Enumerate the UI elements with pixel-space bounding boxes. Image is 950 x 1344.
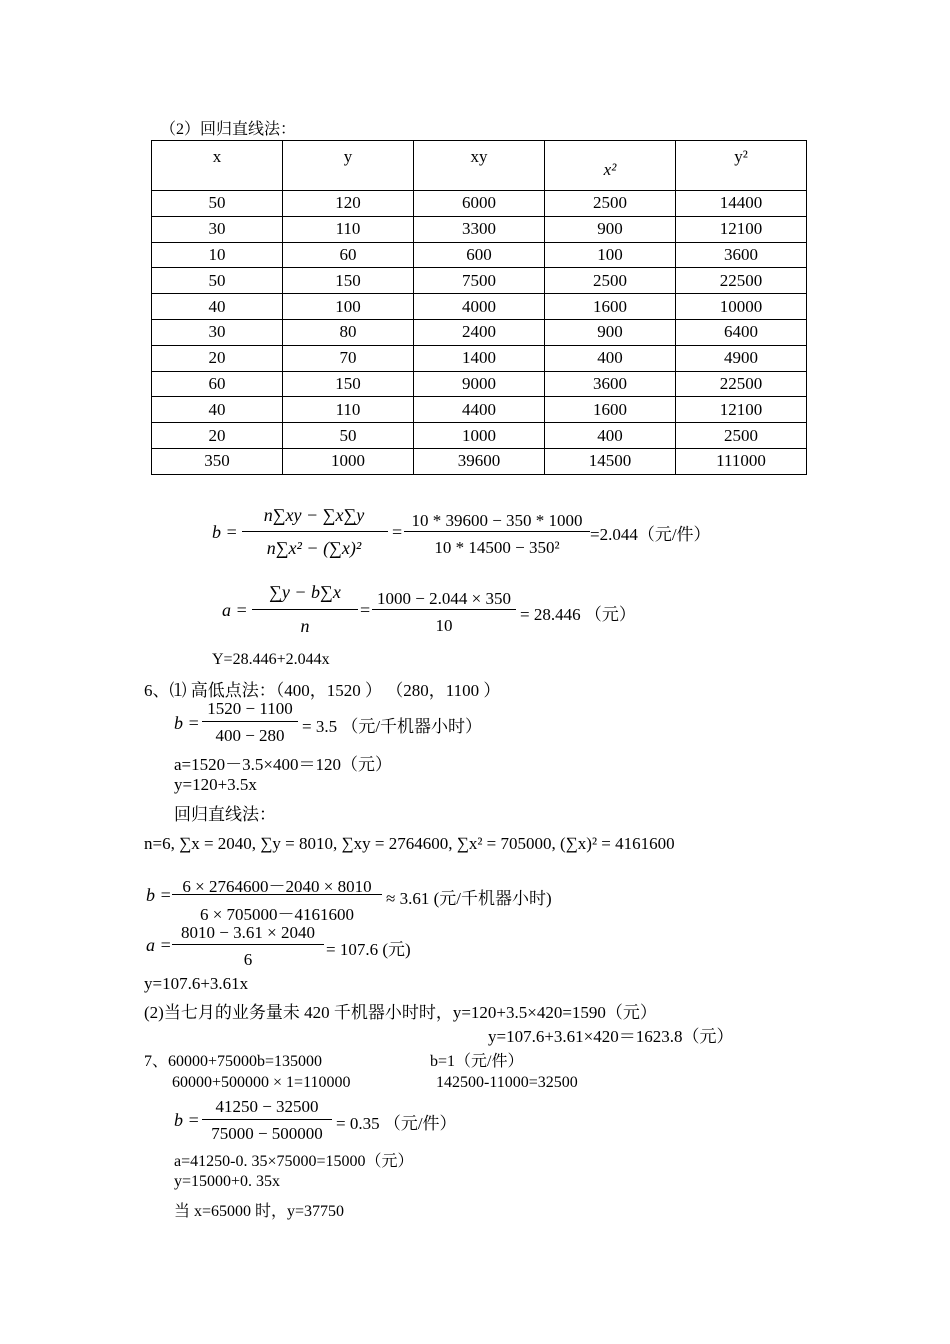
table-row — [152, 397, 807, 423]
q6-sums-line: n=6, ∑x = 2040, ∑y = 8010, ∑xy = 2764600, ∑x² = 705000, (∑x)² = 4161600 — [144, 834, 675, 853]
table-cell: 4900 — [676, 345, 807, 371]
q7-b-lhs: b = — [174, 1110, 200, 1130]
table-row — [152, 294, 807, 320]
table-cell: 400 — [545, 345, 676, 371]
table-cell: 60 — [152, 371, 283, 397]
header-y: y — [283, 141, 414, 191]
table-cell: 10000 — [676, 294, 807, 320]
fraction-bar — [172, 894, 382, 895]
table-cell: 350 — [152, 448, 283, 474]
table-cell: 9000 — [414, 371, 545, 397]
table-cell: 12100 — [676, 397, 807, 423]
table-row — [152, 345, 807, 371]
q6-part2-line2: y=107.6+3.61×420＝1623.8（元） — [488, 1027, 734, 1046]
table-cell: 30 — [152, 319, 283, 345]
table-cell: 1000 — [283, 448, 414, 474]
q7-a-line: a=41250-0. 35×75000=15000（元） — [174, 1153, 414, 1170]
table-cell: 3600 — [545, 371, 676, 397]
table-cell: 4400 — [414, 397, 545, 423]
formula-a-den-left: n — [300, 616, 310, 636]
table-cell: 1600 — [545, 294, 676, 320]
table-cell: 400 — [545, 423, 676, 449]
table-cell: 900 — [545, 319, 676, 345]
q6-y2-line: y=107.6+3.61x — [144, 974, 249, 993]
table-cell: 2500 — [676, 423, 807, 449]
q6-part2-line1: (2)当七月的业务量未 420 千机器小时时，y=120+3.5×420=1590（元） — [144, 1003, 657, 1022]
q7-line1-right: b=1（元/件） — [430, 1053, 524, 1070]
q6-b-num: 1520 − 1100 — [207, 699, 293, 718]
table-row — [152, 319, 807, 345]
regression-table — [151, 140, 807, 475]
table-cell: 110 — [283, 397, 414, 423]
q7-b-den: 75000 − 500000 — [211, 1124, 323, 1143]
table-cell: 60 — [283, 242, 414, 268]
table-cell: 4000 — [414, 294, 545, 320]
formula-b-den-left: n∑x² − (∑x)² — [266, 538, 362, 558]
table-cell: 6000 — [414, 191, 545, 217]
table-cell: 600 — [414, 242, 545, 268]
fraction-bar — [202, 721, 298, 722]
fraction-bar — [172, 944, 324, 945]
fraction-bar — [202, 1119, 332, 1120]
table-cell: 22500 — [676, 371, 807, 397]
q6-a2-num: 8010 − 3.61 × 2040 — [181, 923, 315, 942]
table-row — [152, 216, 807, 242]
table-cell: 50 — [283, 423, 414, 449]
q6-a-line: a=1520－3.5×400＝120（元） — [174, 755, 392, 774]
formula-a-lhs: a = — [222, 600, 248, 620]
equals-sign: = — [360, 600, 371, 620]
q6-reg-title: 回归直线法： — [174, 805, 276, 824]
table-header-row — [152, 141, 807, 191]
formula-b-num-left: n∑xy − ∑x∑y — [263, 505, 365, 525]
q6-b2-den: 6 × 705000－4161600 — [199, 905, 355, 924]
q6-b2-lhs: b = — [146, 885, 172, 905]
header-y2: y² — [676, 141, 807, 191]
fraction-bar — [252, 609, 358, 610]
table-cell: 70 — [283, 345, 414, 371]
q6-a2-lhs: a = — [146, 935, 172, 955]
table-cell: 100 — [545, 242, 676, 268]
table-cell: 39600 — [414, 448, 545, 474]
formula-a-num-right: 1000 − 2.044 × 350 — [377, 589, 511, 608]
table-cell: 40 — [152, 397, 283, 423]
table-cell: 50 — [152, 268, 283, 294]
table-cell: 10 — [152, 242, 283, 268]
equation-y: Y=28.446+2.044x — [212, 651, 330, 668]
table-cell: 22500 — [676, 268, 807, 294]
q7-when-line: 当 x=65000 时，y=37750 — [174, 1203, 345, 1220]
table-cell: 1400 — [414, 345, 545, 371]
section-title: （2）回归直线法： — [160, 121, 297, 138]
table-cell: 7500 — [414, 268, 545, 294]
table-cell: 110 — [283, 216, 414, 242]
fraction-bar — [372, 609, 516, 610]
table-cell: 100 — [283, 294, 414, 320]
q6-title: 6、⑴ 高低点法：（400，1520 ） （280，1100 ） — [144, 681, 501, 700]
table-cell: 150 — [283, 371, 414, 397]
q7-b-num: 41250 − 32500 — [215, 1097, 319, 1116]
table-cell: 111000 — [676, 448, 807, 474]
q6-b-lhs: b = — [174, 713, 200, 733]
q7-y-line: y=15000+0. 35x — [174, 1173, 281, 1190]
table-cell: 1600 — [545, 397, 676, 423]
header-x2: x² — [545, 141, 676, 191]
q6-a2-den: 6 — [243, 950, 253, 969]
q7-line2-left: 60000+500000 × 1=110000 — [172, 1074, 351, 1091]
header-xy: xy — [414, 141, 545, 191]
table-total-row — [152, 448, 807, 474]
q7-line2-right: 142500-11000=32500 — [436, 1074, 578, 1091]
table-row — [152, 371, 807, 397]
equals-sign: = — [392, 522, 403, 542]
q7-line1-left: 7、60000+75000b=135000 — [144, 1053, 323, 1070]
q6-b2-num: 6 × 2764600－2040 × 8010 — [182, 877, 372, 896]
q6-y-line: y=120+3.5x — [174, 775, 257, 794]
table-row — [152, 268, 807, 294]
table-cell: 40 — [152, 294, 283, 320]
formula-a-den-right: 10 — [435, 616, 453, 635]
table-cell: 20 — [152, 345, 283, 371]
table-cell: 2500 — [545, 268, 676, 294]
formula-a-result: = 28.446 （元） — [520, 605, 636, 624]
q6-b-result: = 3.5 （元/千机器小时） — [302, 717, 483, 736]
table-cell: 3300 — [414, 216, 545, 242]
table-cell: 3600 — [676, 242, 807, 268]
table-cell: 1000 — [414, 423, 545, 449]
table-cell: 12100 — [676, 216, 807, 242]
table-cell: 30 — [152, 216, 283, 242]
fraction-bar — [404, 531, 590, 532]
formula-b-num-right: 10 * 39600 − 350 * 1000 — [411, 511, 583, 530]
fraction-bar — [242, 531, 388, 532]
table-cell: 900 — [545, 216, 676, 242]
table-row — [152, 242, 807, 268]
table-cell: 120 — [283, 191, 414, 217]
q6-b-den: 400 − 280 — [215, 726, 285, 745]
table-cell: 2500 — [545, 191, 676, 217]
q6-a2-result: = 107.6 (元) — [326, 940, 411, 959]
header-x: x — [152, 141, 283, 191]
formula-b-den-right: 10 * 14500 − 350² — [434, 538, 560, 557]
formula-b-lhs: b = — [212, 522, 238, 542]
table-cell: 14500 — [545, 448, 676, 474]
table-row — [152, 191, 807, 217]
table-cell: 50 — [152, 191, 283, 217]
table-cell: 2400 — [414, 319, 545, 345]
table-cell: 20 — [152, 423, 283, 449]
table-cell: 150 — [283, 268, 414, 294]
table-cell: 14400 — [676, 191, 807, 217]
table-cell: 80 — [283, 319, 414, 345]
q7-b-result: = 0.35 （元/件） — [336, 1114, 457, 1133]
table-row — [152, 423, 807, 449]
formula-b-result: =2.044（元/件） — [590, 525, 711, 544]
formula-a-num-left: ∑y − b∑x — [269, 582, 341, 602]
q6-b2-result: ≈ 3.61 (元/千机器小时) — [386, 889, 552, 908]
table-cell: 6400 — [676, 319, 807, 345]
